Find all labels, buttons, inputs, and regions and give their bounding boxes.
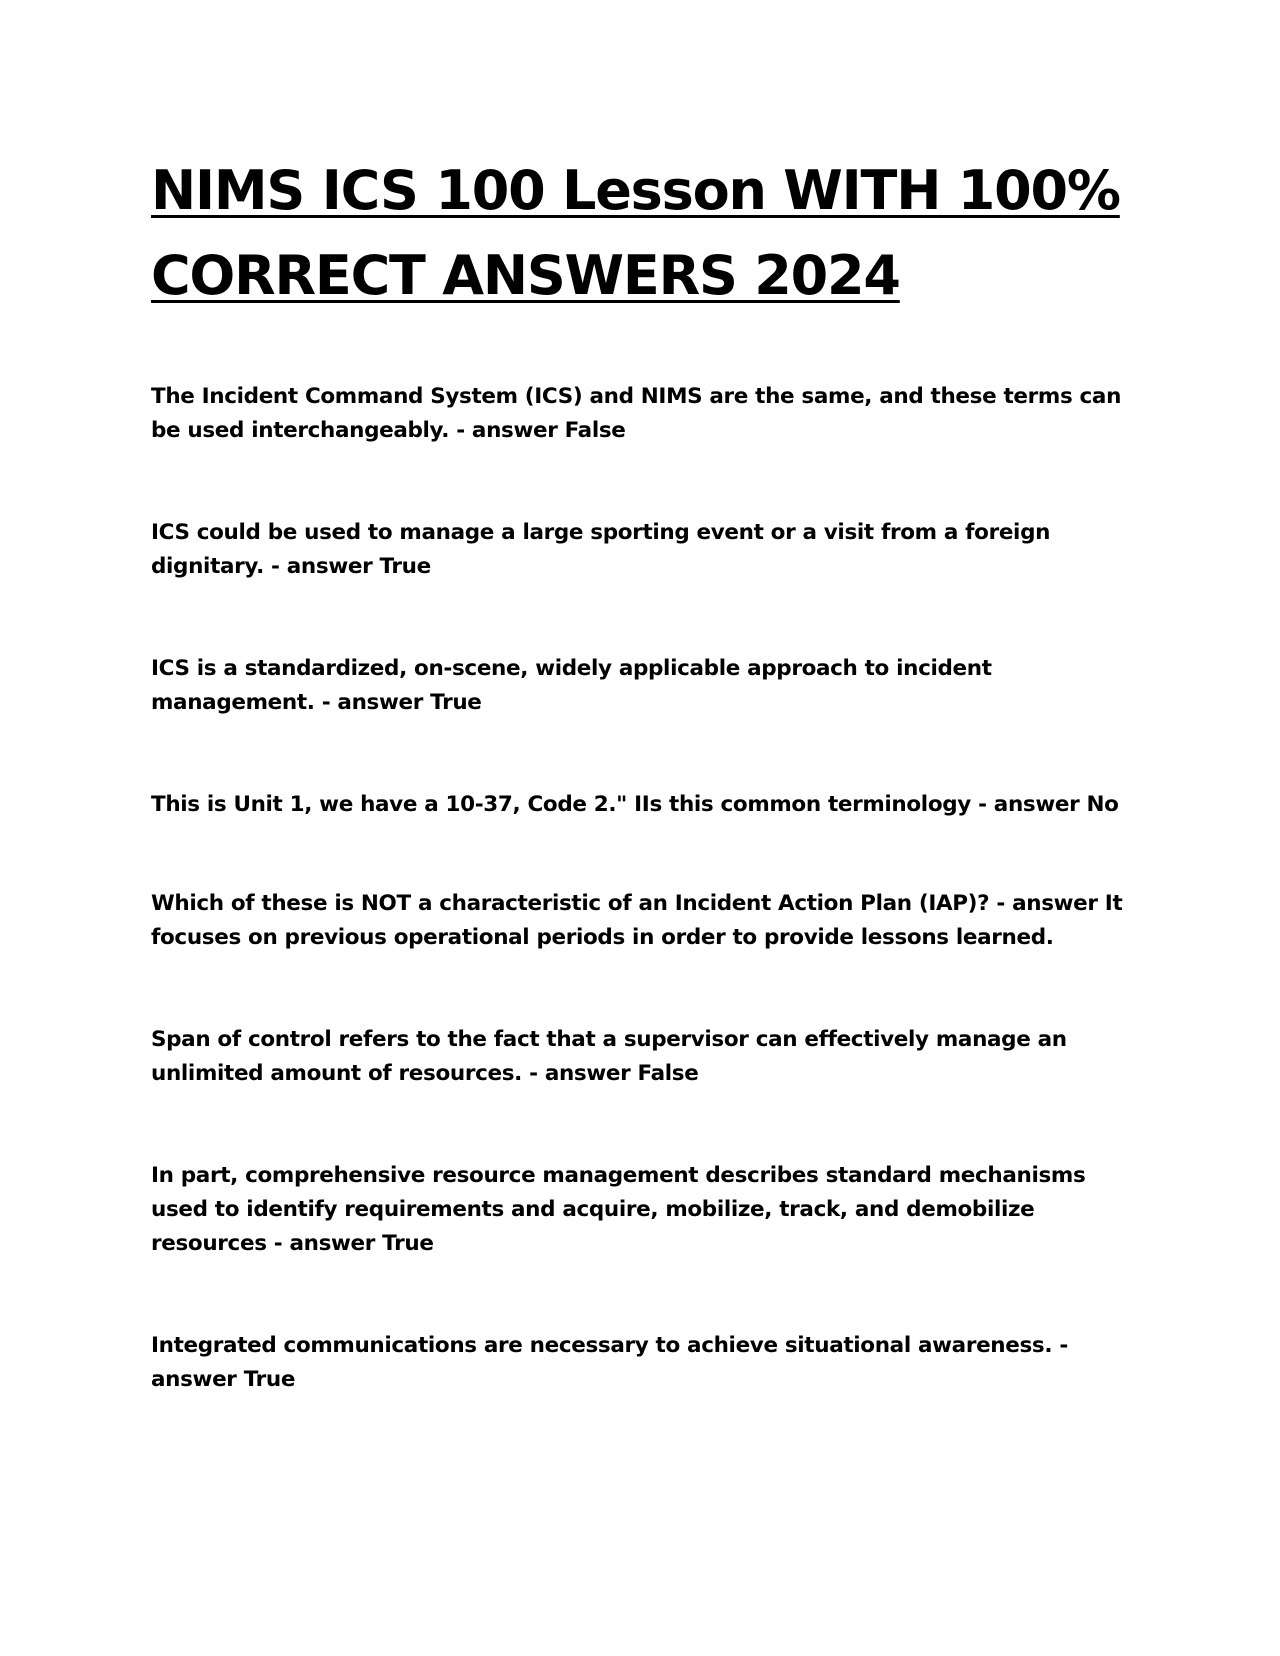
qa-item-2: ICS could be used to manage a large sporting event or a visit from a foreign dignitary. - answer True	[151, 520, 1051, 579]
qa-item-3: ICS is a standardized, on-scene, widely applicable approach to incident management. - answer True	[151, 656, 992, 715]
qa-item-5: Which of these is NOT a characteristic of an Incident Action Plan (IAP)? - answer It focuses on previous operational periods in order to provide lessons learned.	[151, 891, 1123, 950]
qa-item-7: In part, comprehensive resource management describes standard mechanisms used to identify requirements and acquire, mobilize, track, and demobilize resources - answer True	[151, 1163, 1086, 1256]
qa-item-8: Integrated communications are necessary to achieve situational awareness. - answer True	[151, 1333, 1068, 1392]
document-title: NIMS ICS 100 Lesson WITH 100% CORRECT ANSWERS 2024	[151, 159, 1120, 307]
qa-item-4: This is Unit 1, we have a 10-37, Code 2." IIs this common terminology - answer No	[151, 792, 1119, 817]
qa-item-1: The Incident Command System (ICS) and NIMS are the same, and these terms can be used interchangeably. - answer False	[151, 384, 1122, 443]
qa-item-6: Span of control refers to the fact that a supervisor can effectively manage an unlimited amount of resources. - answer False	[151, 1027, 1067, 1086]
qa-list	[151, 380, 1141, 1397]
document-page	[151, 148, 1141, 1465]
